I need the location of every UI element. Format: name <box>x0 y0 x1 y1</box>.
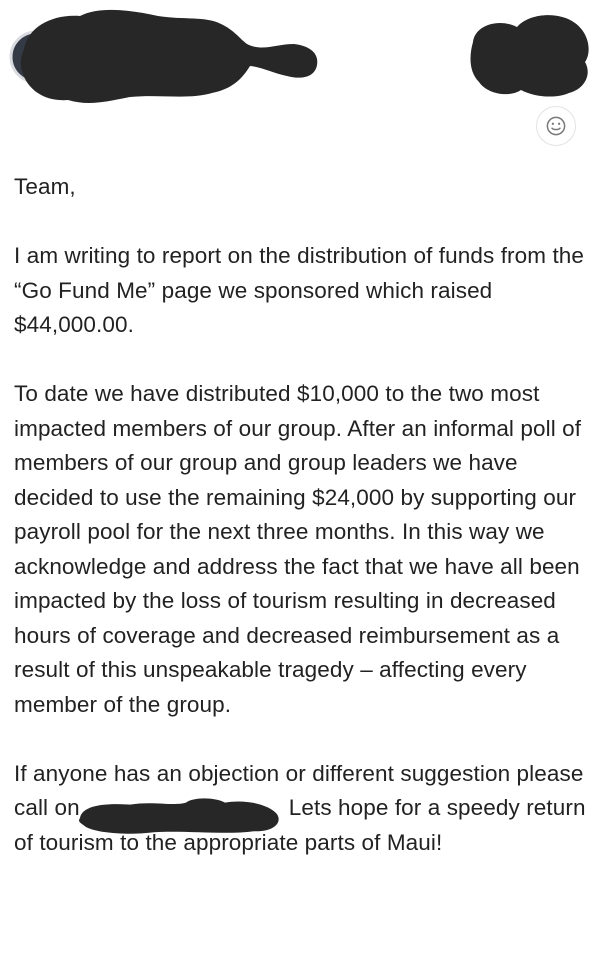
sender-redaction-scribble <box>8 5 323 105</box>
paragraph-funds-raised: I am writing to report on the distribution of funds from the “Go Fund Me” page we sponsored which raised $44,000.00. <box>14 243 585 337</box>
smiley-icon <box>545 115 567 137</box>
closing-text-after-redaction: Lets hope for a speedy return of tourism to the appropriate parts of Maui! <box>14 795 586 855</box>
greeting: Team, <box>14 174 76 199</box>
message-header <box>0 0 600 170</box>
emoji-reaction-button[interactable] <box>536 106 576 146</box>
corner-redaction-scribble <box>460 12 593 100</box>
closing-text-before-redaction: If anyone has an objection or different suggestion please call on <box>14 760 584 820</box>
paragraph-distribution-plan: To date we have distributed $10,000 to the two most impacted members of our group. After an informal poll of members of our group and group leaders we have decided to use the remaining $24,000 by supporting our payroll pool for the next three months. In this way we acknowledge and address the fact that we have all been impacted by the loss of tourism resulting in decreased hours of coverage and decreased reimbursement as a result of this unspeakable tragedy – affecting every member of the group. <box>14 381 582 717</box>
message-body <box>0 170 600 860</box>
closing-paragraph <box>14 757 586 861</box>
